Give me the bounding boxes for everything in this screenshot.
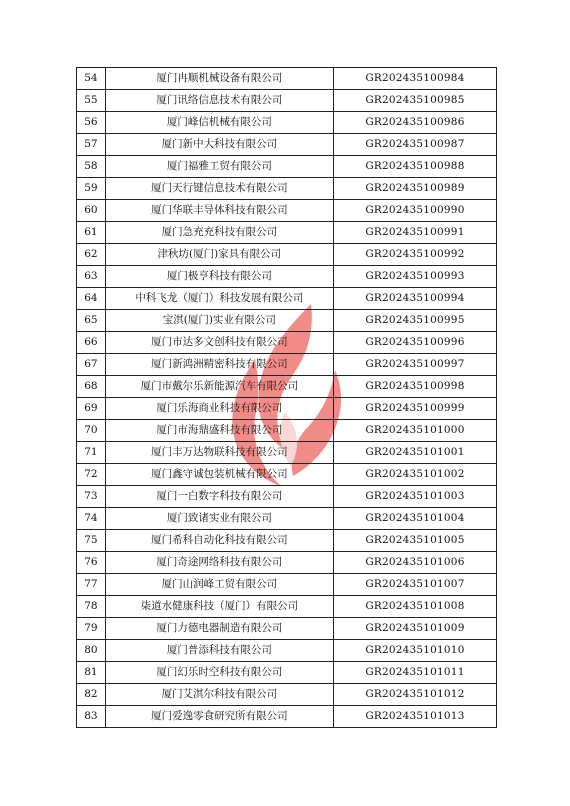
row-number: 64 xyxy=(77,288,106,310)
certificate-code: GR202435100997 xyxy=(333,354,496,376)
row-number: 66 xyxy=(77,332,106,354)
company-name: 厦门艾淇尔科技有限公司 xyxy=(105,684,333,706)
company-name: 厦门讯络信息技术有限公司 xyxy=(105,90,333,112)
certificate-code: GR202435101001 xyxy=(333,442,496,464)
certificate-code: GR202435100986 xyxy=(333,112,496,134)
company-name: 厦门新鸿洲精密科技有限公司 xyxy=(105,354,333,376)
company-name: 厦门一白数字科技有限公司 xyxy=(105,486,333,508)
table-row xyxy=(77,684,497,706)
certificate-code: GR202435101000 xyxy=(333,420,496,442)
company-name: 宝淇(厦门)实业有限公司 xyxy=(105,310,333,332)
certificate-code: GR202435101002 xyxy=(333,464,496,486)
row-number: 58 xyxy=(77,156,106,178)
company-name: 厦门峰信机械有限公司 xyxy=(105,112,333,134)
table-row xyxy=(77,640,497,662)
row-number: 56 xyxy=(77,112,106,134)
table-row xyxy=(77,332,497,354)
certificate-code: GR202435101006 xyxy=(333,552,496,574)
row-number: 60 xyxy=(77,200,106,222)
table-row xyxy=(77,310,497,332)
row-number: 55 xyxy=(77,90,106,112)
table-row xyxy=(77,464,497,486)
table-row xyxy=(77,376,497,398)
row-number: 62 xyxy=(77,244,106,266)
certificate-code: GR202435100984 xyxy=(333,68,496,90)
table-row xyxy=(77,266,497,288)
certificate-code: GR202435100999 xyxy=(333,398,496,420)
table-row xyxy=(77,398,497,420)
certificate-code: GR202435100992 xyxy=(333,244,496,266)
table-row xyxy=(77,68,497,90)
certificate-code: GR202435101003 xyxy=(333,486,496,508)
certificate-code: GR202435100987 xyxy=(333,134,496,156)
certificate-code: GR202435101012 xyxy=(333,684,496,706)
row-number: 78 xyxy=(77,596,106,618)
company-name: 厦门市海鼎盛科技有限公司 xyxy=(105,420,333,442)
row-number: 82 xyxy=(77,684,106,706)
row-number: 69 xyxy=(77,398,106,420)
certificate-code: GR202435100993 xyxy=(333,266,496,288)
table-row xyxy=(77,112,497,134)
certificate-code: GR202435101013 xyxy=(333,706,496,728)
row-number: 54 xyxy=(77,68,106,90)
certificate-code: GR202435101007 xyxy=(333,574,496,596)
company-name: 厦门急充充科技有限公司 xyxy=(105,222,333,244)
company-name: 厦门希科自动化科技有限公司 xyxy=(105,530,333,552)
row-number: 79 xyxy=(77,618,106,640)
table-row xyxy=(77,508,497,530)
certificate-code: GR202435101005 xyxy=(333,530,496,552)
row-number: 70 xyxy=(77,420,106,442)
company-name: 厦门新中大科技有限公司 xyxy=(105,134,333,156)
company-name: 津秋坊(厦门)家具有限公司 xyxy=(105,244,333,266)
row-number: 74 xyxy=(77,508,106,530)
company-name: 厦门爱逸零食研究所有限公司 xyxy=(105,706,333,728)
company-name: 厦门乐海商业科技有限公司 xyxy=(105,398,333,420)
row-number: 67 xyxy=(77,354,106,376)
row-number: 73 xyxy=(77,486,106,508)
company-name: 厦门奇途网络科技有限公司 xyxy=(105,552,333,574)
table-row xyxy=(77,200,497,222)
table-row xyxy=(77,156,497,178)
certificate-code: GR202435100989 xyxy=(333,178,496,200)
row-number: 71 xyxy=(77,442,106,464)
row-number: 65 xyxy=(77,310,106,332)
row-number: 68 xyxy=(77,376,106,398)
table-row xyxy=(77,288,497,310)
row-number: 63 xyxy=(77,266,106,288)
table-body xyxy=(77,68,497,728)
table-row xyxy=(77,134,497,156)
table-row xyxy=(77,530,497,552)
table-row xyxy=(77,596,497,618)
company-name: 厦门天行键信息技术有限公司 xyxy=(105,178,333,200)
company-name: 厦门力德电器制造有限公司 xyxy=(105,618,333,640)
row-number: 81 xyxy=(77,662,106,684)
certificate-code: GR202435101009 xyxy=(333,618,496,640)
company-name: 厦门幻乐时空科技有限公司 xyxy=(105,662,333,684)
row-number: 57 xyxy=(77,134,106,156)
certificate-code: GR202435101010 xyxy=(333,640,496,662)
table-row xyxy=(77,706,497,728)
company-name: 厦门福雅工贸有限公司 xyxy=(105,156,333,178)
table-row xyxy=(77,442,497,464)
certificate-code: GR202435100996 xyxy=(333,332,496,354)
certificate-code: GR202435100990 xyxy=(333,200,496,222)
table-row xyxy=(77,574,497,596)
table-row xyxy=(77,552,497,574)
company-name: 厦门市达多文创科技有限公司 xyxy=(105,332,333,354)
table-row xyxy=(77,618,497,640)
table-row xyxy=(77,486,497,508)
certificate-code: GR202435100985 xyxy=(333,90,496,112)
row-number: 75 xyxy=(77,530,106,552)
company-name: 厦门致诸实业有限公司 xyxy=(105,508,333,530)
row-number: 80 xyxy=(77,640,106,662)
company-name: 厦门华联丰导体科技有限公司 xyxy=(105,200,333,222)
certificate-code: GR202435100995 xyxy=(333,310,496,332)
table-row xyxy=(77,222,497,244)
certificate-code: GR202435100998 xyxy=(333,376,496,398)
table-row xyxy=(77,354,497,376)
row-number: 76 xyxy=(77,552,106,574)
row-number: 77 xyxy=(77,574,106,596)
certificate-code: GR202435100994 xyxy=(333,288,496,310)
table-row xyxy=(77,178,497,200)
table-row xyxy=(77,90,497,112)
company-name: 厦门普添科技有限公司 xyxy=(105,640,333,662)
row-number: 59 xyxy=(77,178,106,200)
company-name: 厦门山润峰工贸有限公司 xyxy=(105,574,333,596)
certificate-code: GR202435100988 xyxy=(333,156,496,178)
company-name: 厦门冉顺机械设备有限公司 xyxy=(105,68,333,90)
row-number: 72 xyxy=(77,464,106,486)
company-name: 柒道水健康科技（厦门）有限公司 xyxy=(105,596,333,618)
certificate-code: GR202435101011 xyxy=(333,662,496,684)
company-name: 厦门丰万达物联科技有限公司 xyxy=(105,442,333,464)
table-row xyxy=(77,244,497,266)
company-name: 厦门极亨科技有限公司 xyxy=(105,266,333,288)
certificate-code: GR202435100991 xyxy=(333,222,496,244)
table-row xyxy=(77,420,497,442)
table-row xyxy=(77,662,497,684)
enterprise-list-table xyxy=(76,67,497,728)
row-number: 61 xyxy=(77,222,106,244)
company-name: 厦门市戴尔乐新能源汽车有限公司 xyxy=(105,376,333,398)
company-name: 厦门鑫守诚包装机械有限公司 xyxy=(105,464,333,486)
company-name: 中科飞龙（厦门）科技发展有限公司 xyxy=(105,288,333,310)
certificate-code: GR202435101004 xyxy=(333,508,496,530)
row-number: 83 xyxy=(77,706,106,728)
certificate-code: GR202435101008 xyxy=(333,596,496,618)
